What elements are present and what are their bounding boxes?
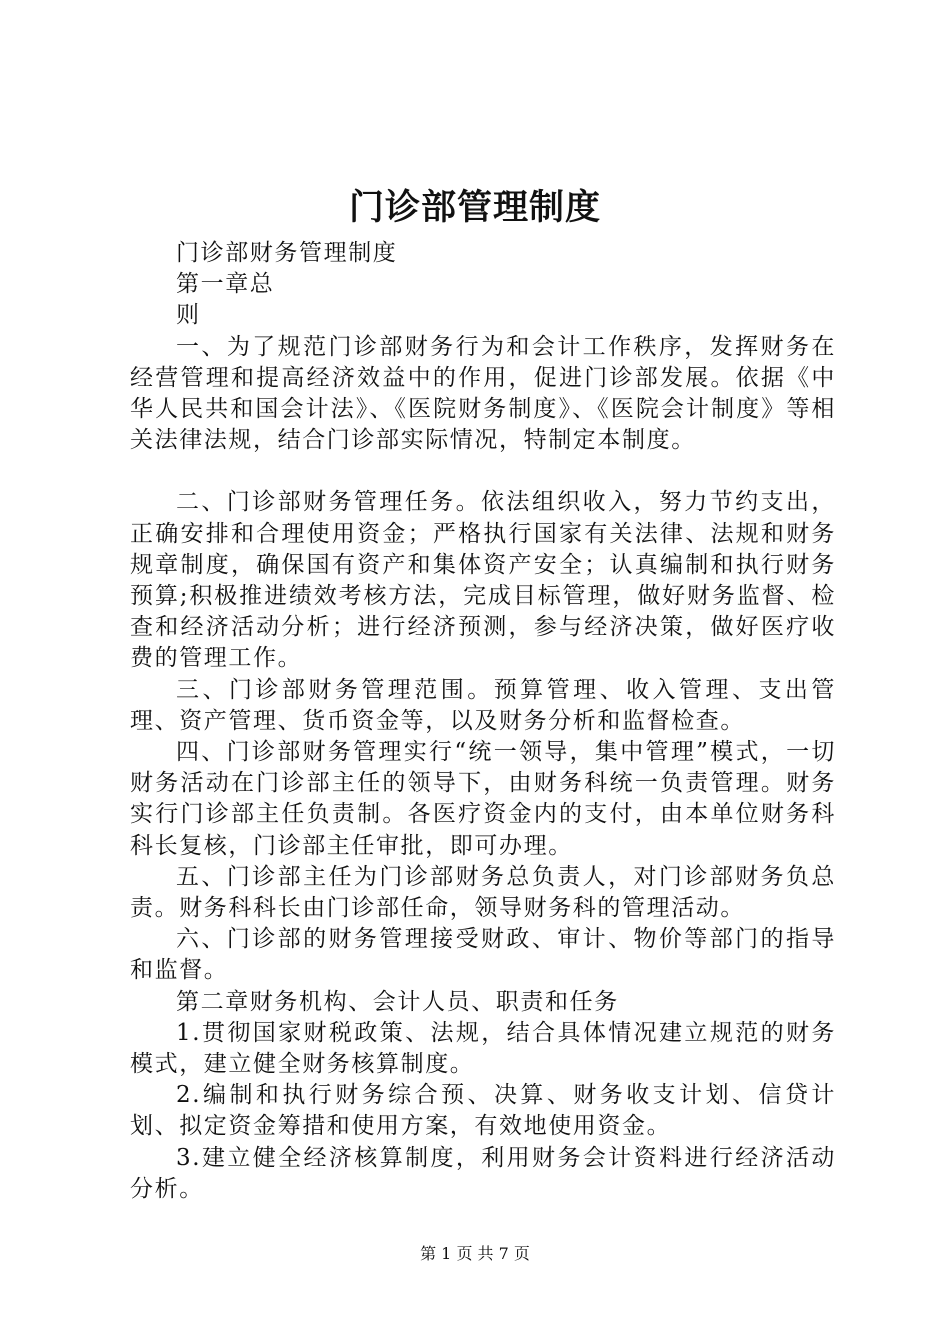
document-title: 门诊部管理制度 — [348, 187, 601, 228]
paragraph-article-3: 三、门诊部财务管理范围。预算管理、收入管理、支出管理、资产管理、货币资金等，以及财务分析和监督检查。 — [130, 676, 836, 734]
paragraph-chapter-1-part-b: 则 — [176, 302, 201, 329]
page-number-footer: 第 1 页 共 7 页 — [420, 1244, 530, 1263]
paragraph-article-2: 二、门诊部财务管理任务。依法组织收入，努力节约支出，正确安排和合理使用资金；严格执行国家有关法律、法规和财务规章制度，确保国有资产和集体资产安全；认真编制和执行财务预算;积极推进绩效考核方法，完成目标管理，做好财务监督、检查和经济活动分析；进行经济预测，参与经济决策，做好医疗收费的管理工作。 — [130, 489, 836, 672]
paragraph-article-6: 六、门诊部的财务管理接受财政、审计、物价等部门的指导和监督。 — [130, 926, 836, 984]
paragraph-item-2: 2.编制和执行财务综合预、决算、财务收支计划、信贷计划、拟定资金筹措和使用方案，有效地使用资金。 — [130, 1082, 836, 1140]
paragraph-chapter-2: 第二章财务机构、会计人员、职责和任务 — [176, 988, 619, 1015]
document-body — [130, 238, 836, 1205]
paragraph-article-1: 一、为了规范门诊部财务行为和会计工作秩序，发挥财务在经营管理和提高经济效益中的作用，促进门诊部发展。依据《中华人民共和国会计法》、《医院财务制度》、《医院会计制度》等相关法律法规，结合门诊部实际情况，特制定本制度。 — [130, 333, 836, 454]
paragraph-item-1: 1.贯彻国家财税政策、法规，结合具体情况建立规范的财务模式，建立健全财务核算制度。 — [130, 1019, 836, 1078]
paragraph-subtitle: 门诊部财务管理制度 — [176, 240, 398, 266]
paragraph-article-5: 五、门诊部主任为门诊部财务总负责人，对门诊部财务负总责。财务科科长由门诊部任命，领导财务科的管理活动。 — [130, 863, 836, 922]
paragraph-article-4: 四、门诊部财务管理实行“统一领导，集中管理”模式，一切财务活动在门诊部主任的领导下，由财务科统一负责管理。财务实行门诊部主任负责制。各医疗资金内的支付，由本单位财务科科长复核，门诊部主任审批，即可办理。 — [130, 739, 836, 859]
paragraph-item-3: 3.建立健全经济核算制度，利用财务会计资料进行经济活动分析。 — [130, 1144, 836, 1202]
paragraph-chapter-1-part-a: 第一章总 — [176, 271, 275, 298]
